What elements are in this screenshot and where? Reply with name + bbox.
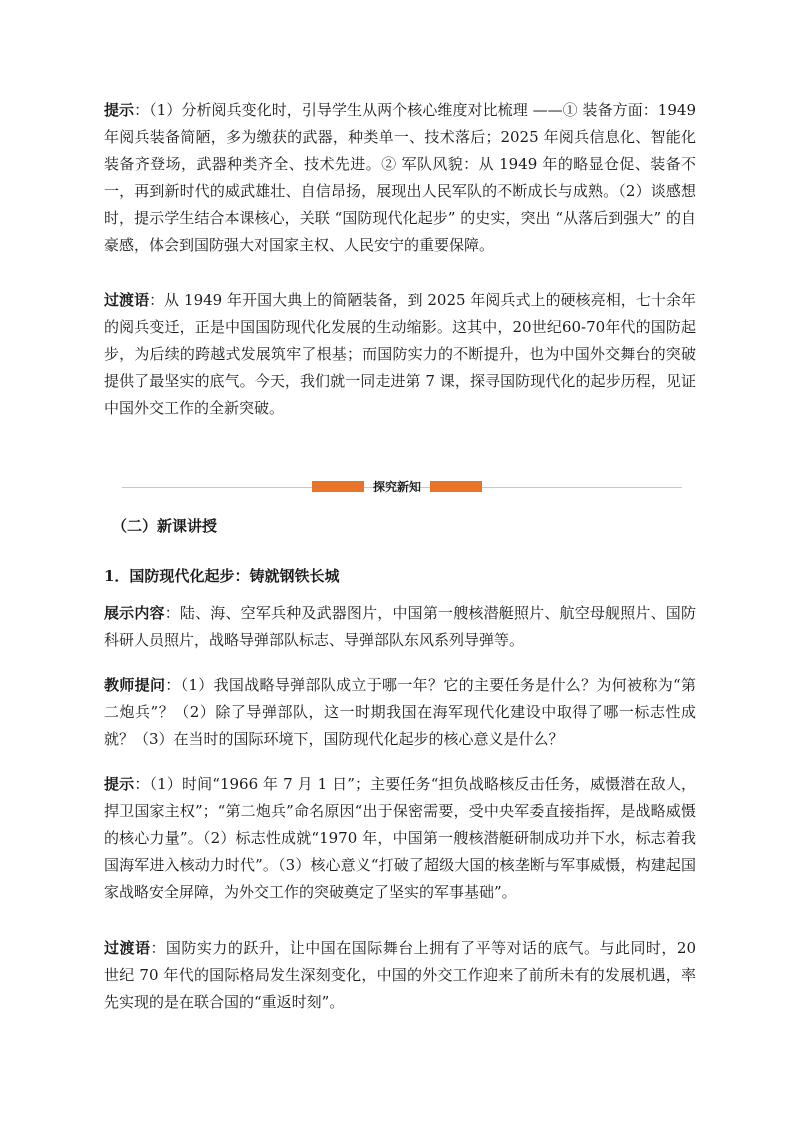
- teacher-question-text: ：（1）我国战略导弹部队成立于哪一年？它的主要任务是什么？为何被称为“第二炮兵”？（2）除了导弹部队，这一时期我国在海军现代化建设中取得了哪一标志性成就？（3）在当时的国际环境下，国防现代化起步的核心意义是什么？: [104, 676, 696, 748]
- banner-title: 探究新知: [372, 480, 421, 494]
- teacher-question-paragraph: [104, 672, 696, 753]
- section-heading: （二）新课讲授: [112, 517, 218, 535]
- transition-label: 过渡语: [104, 291, 150, 309]
- transition-paragraph-2: [104, 935, 696, 1016]
- hint-text-2: ：（1）时间“1966 年 7 月 1 日”；主要任务“担负战略核反击任务，威慑潜在敌人，捍卫国家主权”；“第二炮兵”命名原因“出于保密需要，受中央军委直接指挥，是战略威慑的核心力量”。（2）标志性成就“1970 年，中国第一艘核潜艇研制成功并下水，标志着我国海军进入核动力时代”。（3）核心意义“打破了超级大国的核垄断与军事威慑，构建起国家战略安全屏障，为外交工作的突破奠定了坚实的军事基础”。: [104, 775, 696, 901]
- display-content-paragraph: [104, 600, 696, 654]
- display-content-label: 展示内容: [104, 604, 165, 622]
- subsection-heading: 1．国防现代化起步：铸就钢铁长城: [104, 567, 340, 585]
- hint-paragraph-1: [104, 97, 696, 259]
- transition-paragraph-1: [104, 287, 696, 422]
- hint-paragraph-2: [104, 771, 696, 906]
- teacher-question-label: 教师提问: [104, 676, 166, 694]
- hint-text: ：（1）分析阅兵变化时，引导学生从两个核心维度对比梳理 ——① 装备方面：1949年阅兵装备简陋，多为缴获的武器，种类单一、技术落后；2025 年阅兵信息化、智能化装备齐登场，武器种类齐全、技术先进。② 军队风貌：从 1949 年的略显仓促、装备不一，再到新时代的威武雄壮、自信昂扬，展现出人民军队的不断成长与成熟。（2）谈感想时，提示学生结合本课核心，关联 “国防现代化起步” 的史实，突出 “从落后到强大” 的自豪感，体会到国防强大对国家主权、人民安宁的重要保障。: [104, 101, 696, 254]
- banner-bar-right: [430, 481, 482, 492]
- display-content-text: ：陆、海、空军兵种及武器图片，中国第一艘核潜艇照片、航空母舰照片、国防科研人员照片，战略导弹部队标志、导弹部队东风系列导弹等。: [104, 604, 696, 649]
- transition-text-2: ：国防实力的跃升，让中国在国际舞台上拥有了平等对话的底气。与此同时，20 世纪 70 年代的国际格局发生深刻变化，中国的外交工作迎来了前所未有的发展机遇，率先实现的是在联合国的“重返时刻”。: [104, 939, 696, 1011]
- hint-label: 提示: [104, 101, 135, 119]
- banner-bar-left: [312, 481, 364, 492]
- transition-label-2: 过渡语: [104, 939, 151, 957]
- hint-label-2: 提示: [104, 775, 135, 793]
- transition-text: ：从 1949 年开国大典上的简陋装备，到 2025 年阅兵式上的硬核亮相，七十余年的阅兵变迁，正是中国国防现代化发展的生动缩影。这其中，20世纪60-70年代的国防起步，为后续的跨越式发展筑牢了根基；而国防实力的不断提升，也为中国外交舞台的突破提供了最坚实的底气。今天，我们就一同走进第 7 课，探寻国防现代化的起步历程，见证中国外交工作的全新突破。: [104, 291, 696, 417]
